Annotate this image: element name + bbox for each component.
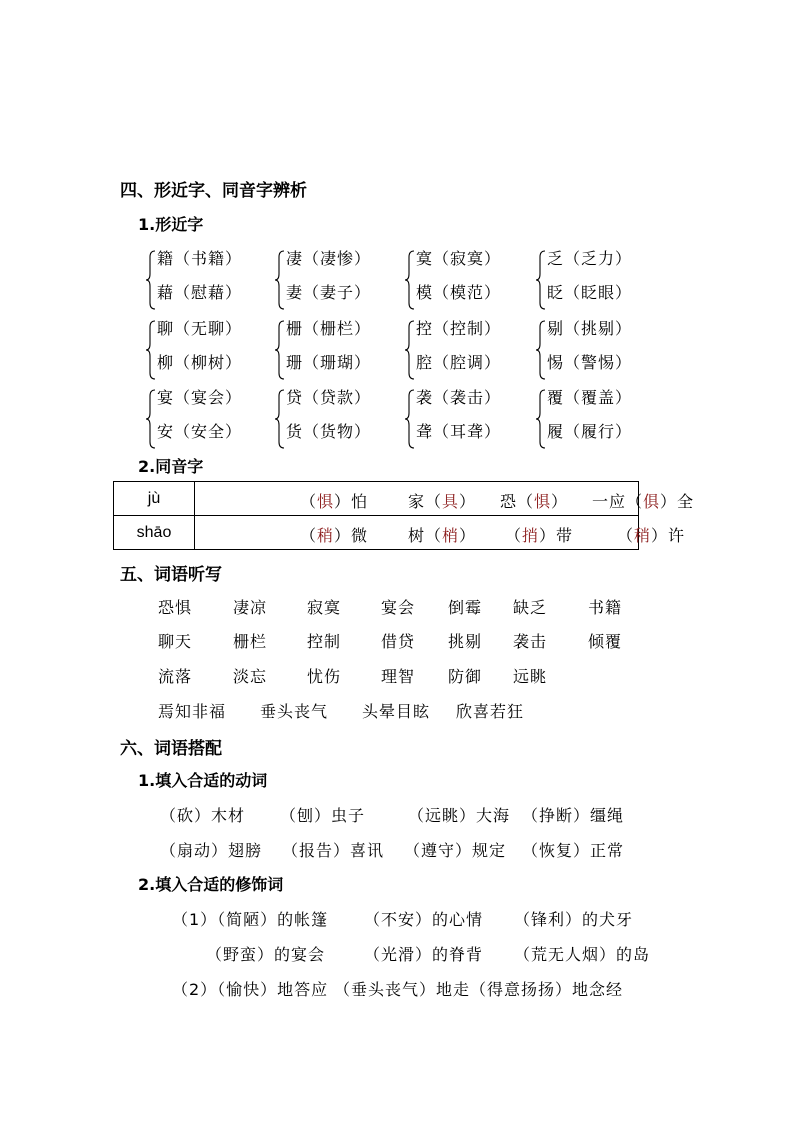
collocation-item: （恢复）正常 [522,841,625,860]
brace-icon [404,249,416,311]
dictation-word: 恐惧 [158,598,193,617]
dictation-word: 聊天 [158,632,193,651]
homophone-item: （惧）怕 [300,492,369,511]
collocation-item: （锋利）的犬牙 [514,910,634,929]
section-6-title: 六、词语搭配 [120,739,222,759]
dictation-word: 欣喜若狂 [456,702,525,721]
collocation-item: （光滑）的脊背 [364,945,484,964]
brace-icon [145,319,157,381]
dictation-word: 焉知非福 [158,702,227,721]
char-word: 安（安全） [157,422,243,441]
dictation-word: 袭击 [513,632,548,651]
pinyin-cell: shāo [114,516,195,550]
char-word: 籍（书籍） [157,249,243,268]
char-word: 贷（贷款） [286,388,372,407]
dictation-word: 倒霉 [448,598,483,617]
words-cell [195,482,695,516]
brace-icon [535,388,547,450]
brace-icon [274,249,286,311]
verbs-subtitle: 1.填入合适的动词 [138,771,268,790]
char-word: 聋（耳聋） [416,422,502,441]
brace-icon [274,388,286,450]
homophone-item: 恐（惧） [500,492,569,511]
collocation-item: （砍）木材 [160,806,246,825]
char-word: 剔（挑剔） [547,319,633,338]
dictation-word: 栅栏 [233,632,268,651]
dictation-word: 控制 [307,632,342,651]
homophone-item: （捎）带 [505,526,574,545]
char-word: 袭（袭击） [416,388,502,407]
char-word: 聊（无聊） [157,319,243,338]
collocation-item: （野蛮）的宴会 [206,945,326,964]
char-word: 履（履行） [547,422,633,441]
homophones-subtitle: 2.同音字 [138,457,204,476]
dictation-word: 防御 [448,667,483,686]
char-word: 覆（覆盖） [547,388,633,407]
brace-icon [274,319,286,381]
char-word: 腔（腔调） [416,353,502,372]
collocation-item: （挣断）缰绳 [522,806,625,825]
char-word: 模（模范） [416,283,502,302]
dictation-word: 宴会 [381,598,416,617]
table-row [114,482,639,516]
char-word: 惕（警惕） [547,353,633,372]
dictation-word: 远眺 [513,667,548,686]
char-word: 乏（乏力） [547,249,633,268]
brace-icon [535,249,547,311]
dictation-word: 流落 [158,667,193,686]
char-word: 货（货物） [286,422,372,441]
dictation-word: 垂头丧气 [260,702,329,721]
char-word: 控（控制） [416,319,502,338]
dictation-word: 挑剔 [448,632,483,651]
dictation-word: 书籍 [588,598,623,617]
homophone-item: 树（梢） [408,526,477,545]
dictation-word: 缺乏 [513,598,548,617]
table-row [114,516,639,550]
char-word: 珊（珊瑚） [286,353,372,372]
char-word: 凄（凄惨） [286,249,372,268]
brace-icon [404,388,416,450]
char-word: 妻（妻子） [286,283,372,302]
dictation-word: 借贷 [381,632,416,651]
collocation-item: （2）（愉快）地答应 [172,980,329,999]
brace-icon [145,249,157,311]
homophone-item: 一应（俱）全 [592,492,695,511]
dictation-word: 头晕目眩 [362,702,431,721]
pinyin-cell: jù [114,482,195,516]
char-word: 宴（宴会） [157,388,243,407]
section-5-title: 五、词语听写 [120,565,222,585]
dictation-word: 寂寞 [307,598,342,617]
collocation-item: （报告）喜讯 [282,841,385,860]
collocation-item: （遵守）规定 [404,841,507,860]
char-word: 眨（眨眼） [547,283,633,302]
char-word: 柳（柳树） [157,353,243,372]
collocation-item: （远眺）大海 [408,806,511,825]
homophone-item: （稍）许 [617,526,686,545]
dictation-word: 淡忘 [233,667,268,686]
char-word: 藉（慰藉） [157,283,243,302]
collocation-item: （不安）的心情 [364,910,484,929]
homophone-item: （稍）微 [300,526,369,545]
char-word: 栅（栅栏） [286,319,372,338]
dictation-word: 凄凉 [233,598,268,617]
brace-icon [145,388,157,450]
words-cell [195,516,686,550]
collocation-item: （1）（简陋）的帐篷 [172,910,329,929]
homophone-item: 家（具） [408,492,477,511]
similar-chars-subtitle: 1.形近字 [138,215,204,234]
dictation-word: 忧伤 [307,667,342,686]
modifiers-subtitle: 2.填入合适的修饰词 [138,875,284,894]
brace-icon [535,319,547,381]
collocation-item: （扇动）翅膀 [160,841,263,860]
homophones-table [113,481,695,550]
dictation-word: 倾覆 [588,632,623,651]
dictation-word: 理智 [381,667,416,686]
brace-icon [404,319,416,381]
char-word: 寞（寂寞） [416,249,502,268]
collocation-item: （荒无人烟）的岛 [514,945,651,964]
collocation-item: （刨）虫子 [280,806,366,825]
section-4-title: 四、形近字、同音字辨析 [120,181,307,201]
collocation-item: （垂头丧气）地走（得意扬扬）地念经 [334,980,624,999]
